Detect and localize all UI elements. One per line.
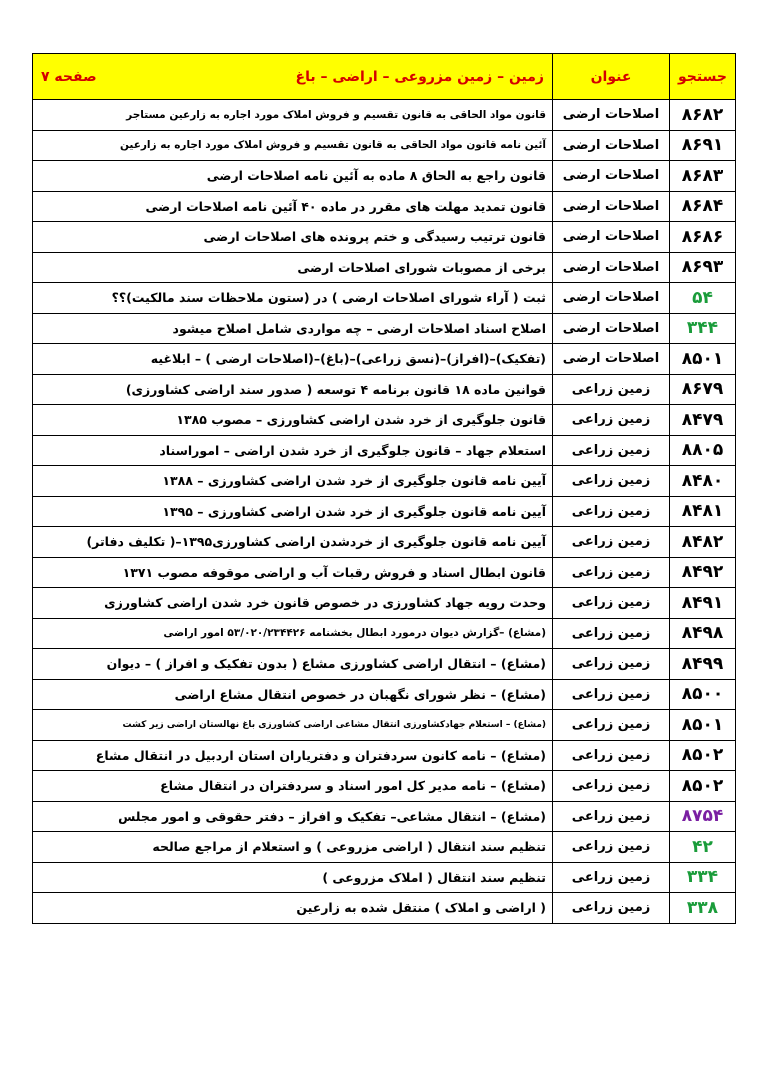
row-number: ۸۵۰۰ [670, 679, 736, 710]
row-category: اصلاحات ارضی [553, 191, 670, 222]
table-row [33, 771, 736, 802]
header-subject: زمین – زمین مزروعی – اراضی – باغ [295, 68, 544, 85]
row-number: ۸۷۵۴ [670, 801, 736, 832]
table-row [33, 740, 736, 771]
table-row [33, 313, 736, 344]
row-category: اصلاحات ارضی [553, 252, 670, 283]
table-row [33, 191, 736, 222]
table-row [33, 435, 736, 466]
row-number: ۸۵۰۱ [670, 710, 736, 741]
row-category: زمین زراعی [553, 771, 670, 802]
row-title: آیین نامه قانون جلوگیری از خرد شدن اراضی کشاورزی – ۱۳۸۸ [33, 466, 553, 497]
row-number: ۸۵۰۲ [670, 740, 736, 771]
table-row [33, 649, 736, 680]
row-number: ۵۴ [670, 283, 736, 314]
row-title: اصلاح اسناد اصلاحات ارضی – چه مواردی شامل اصلاح میشود [33, 313, 553, 344]
row-category: زمین زراعی [553, 710, 670, 741]
row-title: (مشاع) – نظر شورای نگهبان در خصوص انتقال مشاع اراضی [33, 679, 553, 710]
row-category: زمین زراعی [553, 588, 670, 619]
row-category: زمین زراعی [553, 496, 670, 527]
row-title: ثبت ( آراء شورای اصلاحات ارضی ) در (ستون ملاحظات سند مالکیت)؟؟ [33, 283, 553, 314]
row-category: زمین زراعی [553, 557, 670, 588]
row-title: قوانین ماده ۱۸ قانون برنامه ۴ توسعه ( صدور سند اراضی کشاورزی) [33, 374, 553, 405]
row-number: ۸۶۸۴ [670, 191, 736, 222]
row-category: زمین زراعی [553, 527, 670, 558]
row-title: (مشاع) – استعلام جهادکشاورزی انتقال مشاعی اراضی کشاورزی باغ نهالستان اراضی زیر کشت [33, 710, 553, 741]
row-title: استعلام جهاد – قانون جلوگیری از خرد شدن اراضی – اموراسناد [33, 435, 553, 466]
table-row [33, 893, 736, 924]
row-category: زمین زراعی [553, 832, 670, 863]
row-number: ۸۴۷۹ [670, 405, 736, 436]
row-number: ۸۴۸۲ [670, 527, 736, 558]
row-category: اصلاحات ارضی [553, 161, 670, 192]
row-category: اصلاحات ارضی [553, 313, 670, 344]
table-row [33, 161, 736, 192]
page-label: صفحه ۷ [41, 68, 97, 85]
table-row [33, 710, 736, 741]
table-row [33, 283, 736, 314]
table-row [33, 100, 736, 131]
row-title: (مشاع) – نامه مدیر کل امور اسناد و سردفتران در انتقال مشاع [33, 771, 553, 802]
row-category: زمین زراعی [553, 374, 670, 405]
index-table [32, 53, 736, 924]
row-category: زمین زراعی [553, 679, 670, 710]
row-title: (مشاع) – نامه کانون سردفتران و دفتریاران استان اردبیل در انتقال مشاع [33, 740, 553, 771]
row-number: ۸۵۰۲ [670, 771, 736, 802]
row-title: ( اراضی و املاک ) منتقل شده به زارعین [33, 893, 553, 924]
row-category: زمین زراعی [553, 893, 670, 924]
row-title: تنظیم سند انتقال ( املاک مزروعی ) [33, 862, 553, 893]
table-row [33, 557, 736, 588]
table-row [33, 801, 736, 832]
row-number: ۸۶۹۳ [670, 252, 736, 283]
row-number: ۳۳۸ [670, 893, 736, 924]
row-number: ۸۴۸۰ [670, 466, 736, 497]
row-number: ۸۴۹۱ [670, 588, 736, 619]
row-title: قانون ابطال اسناد و فروش رقبات آب و اراضی موقوفه مصوب ۱۳۷۱ [33, 557, 553, 588]
row-number: ۸۴۹۲ [670, 557, 736, 588]
table-row [33, 862, 736, 893]
table-row [33, 344, 736, 375]
row-number: ۸۶۸۳ [670, 161, 736, 192]
row-title: آیین نامه قانون جلوگیری از خرد شدن اراضی کشاورزی – ۱۳۹۵ [33, 496, 553, 527]
row-number: ۸۶۸۶ [670, 222, 736, 253]
table-row [33, 374, 736, 405]
table-row [33, 527, 736, 558]
row-title: وحدت رویه جهاد کشاورزی در خصوص قانون خرد شدن اراضی کشاورزی [33, 588, 553, 619]
row-number: ۳۳۴ [670, 862, 736, 893]
row-category: زمین زراعی [553, 618, 670, 649]
row-number: ۸۴۹۸ [670, 618, 736, 649]
row-title: برخی از مصوبات شورای اصلاحات ارضی [33, 252, 553, 283]
table-row [33, 130, 736, 161]
row-number: ۸۸۰۵ [670, 435, 736, 466]
row-category: زمین زراعی [553, 862, 670, 893]
row-category: اصلاحات ارضی [553, 283, 670, 314]
row-category: زمین زراعی [553, 435, 670, 466]
row-title: آئین نامه قانون مواد الحاقی به قانون تقسیم و فروش املاک مورد اجاره به زارعین [33, 130, 553, 161]
table-row [33, 466, 736, 497]
row-number: ۳۴۴ [670, 313, 736, 344]
row-number: ۸۴۸۱ [670, 496, 736, 527]
row-category: اصلاحات ارضی [553, 100, 670, 131]
row-title: قانون جلوگیری از خرد شدن اراضی کشاورزی – مصوب ۱۳۸۵ [33, 405, 553, 436]
table-row [33, 588, 736, 619]
row-category: اصلاحات ارضی [553, 130, 670, 161]
row-title: (تفکیک)–(افراز)–(نسق زراعی)–(باغ)–(اصلاحات ارضی ) – ابلاغیه [33, 344, 553, 375]
row-number: ۸۴۹۹ [670, 649, 736, 680]
row-number: ۸۶۷۹ [670, 374, 736, 405]
row-title: (مشاع) – انتقال اراضی کشاورزی مشاع ( بدون تفکیک و افراز ) – دیوان [33, 649, 553, 680]
row-number: ۸۵۰۱ [670, 344, 736, 375]
table-row [33, 618, 736, 649]
row-title: قانون راجع به الحاق ۸ ماده به آئین نامه اصلاحات ارضی [33, 161, 553, 192]
row-title: (مشاع) –گزارش دیوان درمورد ابطال بخشنامه ۵۳/۰۲۰/۲۳۴۴۲۶ امور اراضی [33, 618, 553, 649]
header-row [33, 54, 736, 100]
row-title: آیین نامه قانون جلوگیری از خردشدن اراضی کشاورزی۱۳۹۵–( تکلیف دفاتر) [33, 527, 553, 558]
row-category: زمین زراعی [553, 740, 670, 771]
row-category: زمین زراعی [553, 649, 670, 680]
index-table-body [33, 54, 736, 924]
row-category: اصلاحات ارضی [553, 222, 670, 253]
header-subject-cell [33, 54, 553, 100]
row-number: ۸۶۸۲ [670, 100, 736, 131]
row-category: زمین زراعی [553, 405, 670, 436]
row-category: زمین زراعی [553, 801, 670, 832]
header-title: عنوان [553, 54, 670, 100]
row-category: زمین زراعی [553, 466, 670, 497]
row-category: اصلاحات ارضی [553, 344, 670, 375]
header-search: جستجو [670, 54, 736, 100]
row-title: (مشاع) – انتقال مشاعی– تفکیک و افراز – دفتر حقوقی و امور مجلس [33, 801, 553, 832]
row-title: تنظیم سند انتقال ( اراضی مزروعی ) و استعلام از مراجع صالحه [33, 832, 553, 863]
table-row [33, 679, 736, 710]
table-row [33, 832, 736, 863]
table-row [33, 252, 736, 283]
table-row [33, 222, 736, 253]
row-title: قانون ترتیب رسیدگی و ختم پرونده های اصلاحات ارضی [33, 222, 553, 253]
row-title: قانون مواد الحاقی به قانون تقسیم و فروش املاک مورد اجاره به زارعین مستاجر [33, 100, 553, 131]
table-row [33, 496, 736, 527]
row-title: قانون تمدید مهلت های مقرر در ماده ۴۰ آئین نامه اصلاحات ارضی [33, 191, 553, 222]
table-row [33, 405, 736, 436]
row-number: ۴۲ [670, 832, 736, 863]
row-number: ۸۶۹۱ [670, 130, 736, 161]
